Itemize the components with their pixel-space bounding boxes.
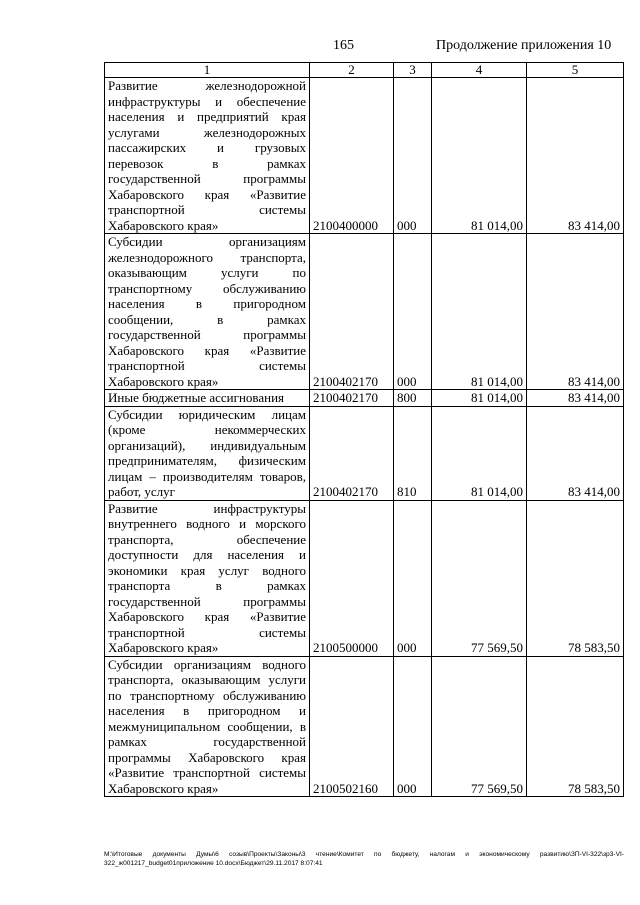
row-amount-2: 83 414,00: [527, 78, 624, 234]
row-type: 000: [394, 500, 432, 656]
row-code: 2100402170: [310, 390, 394, 407]
row-name: Субсидии организациям железнодорожного транспорта, оказывающим услуги по транспортному обслуживанию населения в пригородном сообщении, в рамках государственной программы Хабаровского края «Развитие транспортной системы Хабаровского края»: [105, 234, 310, 390]
row-type: 000: [394, 78, 432, 234]
row-type: 000: [394, 656, 432, 797]
continuation-label: Продолжение приложения 10: [436, 38, 612, 53]
row-amount-1: 77 569,50: [432, 656, 527, 797]
row-code: 2100400000: [310, 78, 394, 234]
row-amount-2: 83 414,00: [527, 390, 624, 407]
table-row: [105, 406, 624, 500]
row-code: 2100502160: [310, 656, 394, 797]
row-amount-1: 81 014,00: [432, 234, 527, 390]
row-amount-1: 81 014,00: [432, 390, 527, 407]
table-row: [105, 390, 624, 407]
row-name: Развитие инфраструктуры внутреннего водного и морского транспорта, обеспечение доступности для населения и экономики края услуг водного транспорта в рамках государственной программы Хабаровского края «Развитие транспортной системы Хабаровского края»: [105, 500, 310, 656]
table-row: [105, 656, 624, 797]
row-amount-1: 81 014,00: [432, 78, 527, 234]
row-name: Иные бюджетные ассигнования: [105, 390, 310, 407]
row-amount-2: 78 583,50: [527, 500, 624, 656]
row-code: 2100402170: [310, 406, 394, 500]
file-path-footer: М:\Итоговые документы Думы\6 созыв\Проекты\Законы\3 чтение\Комитет по бюджету, налогам и экономическому развитию\ЗП-VI-322\зр3-VI-322_ж001217_budget01приложение 10.docx\Бюджет\29.11.2017 8:07:41: [104, 851, 624, 867]
table-row: [105, 500, 624, 656]
column-header: 1: [105, 63, 310, 78]
row-code: 2100402170: [310, 234, 394, 390]
column-header: 2: [310, 63, 394, 78]
row-amount-2: 78 583,50: [527, 656, 624, 797]
column-header: 4: [432, 63, 527, 78]
column-header: 3: [394, 63, 432, 78]
budget-table: [104, 62, 624, 797]
row-amount-2: 83 414,00: [527, 406, 624, 500]
row-type: 800: [394, 390, 432, 407]
row-name: Субсидии организациям водного транспорта, оказывающим услуги по транспортному обслуживанию населения в пригородном и межмуниципальном сообщении, в рамках государственной программы Хабаровского края «Развитие транспортной системы Хабаровского края»: [105, 656, 310, 797]
table-row: [105, 234, 624, 390]
table-row: [105, 78, 624, 234]
row-name: Развитие железнодорожной инфраструктуры и обеспечение населения и предприятий края услугами железнодорожных пассажирских и грузовых перевозок в рамках государственной программы Хабаровского края «Развитие транспортной системы Хабаровского края»: [105, 78, 310, 234]
table-header-row: [105, 63, 624, 78]
page-number: 165: [333, 38, 354, 53]
row-amount-1: 81 014,00: [432, 406, 527, 500]
row-amount-1: 77 569,50: [432, 500, 527, 656]
row-type: 000: [394, 234, 432, 390]
row-amount-2: 83 414,00: [527, 234, 624, 390]
column-header: 5: [527, 63, 624, 78]
row-type: 810: [394, 406, 432, 500]
row-name: Субсидии юридическим лицам (кроме некоммерческих организаций), индивидуальным предпринимателям, физическим лицам – производителям товаров, работ, услуг: [105, 406, 310, 500]
row-code: 2100500000: [310, 500, 394, 656]
